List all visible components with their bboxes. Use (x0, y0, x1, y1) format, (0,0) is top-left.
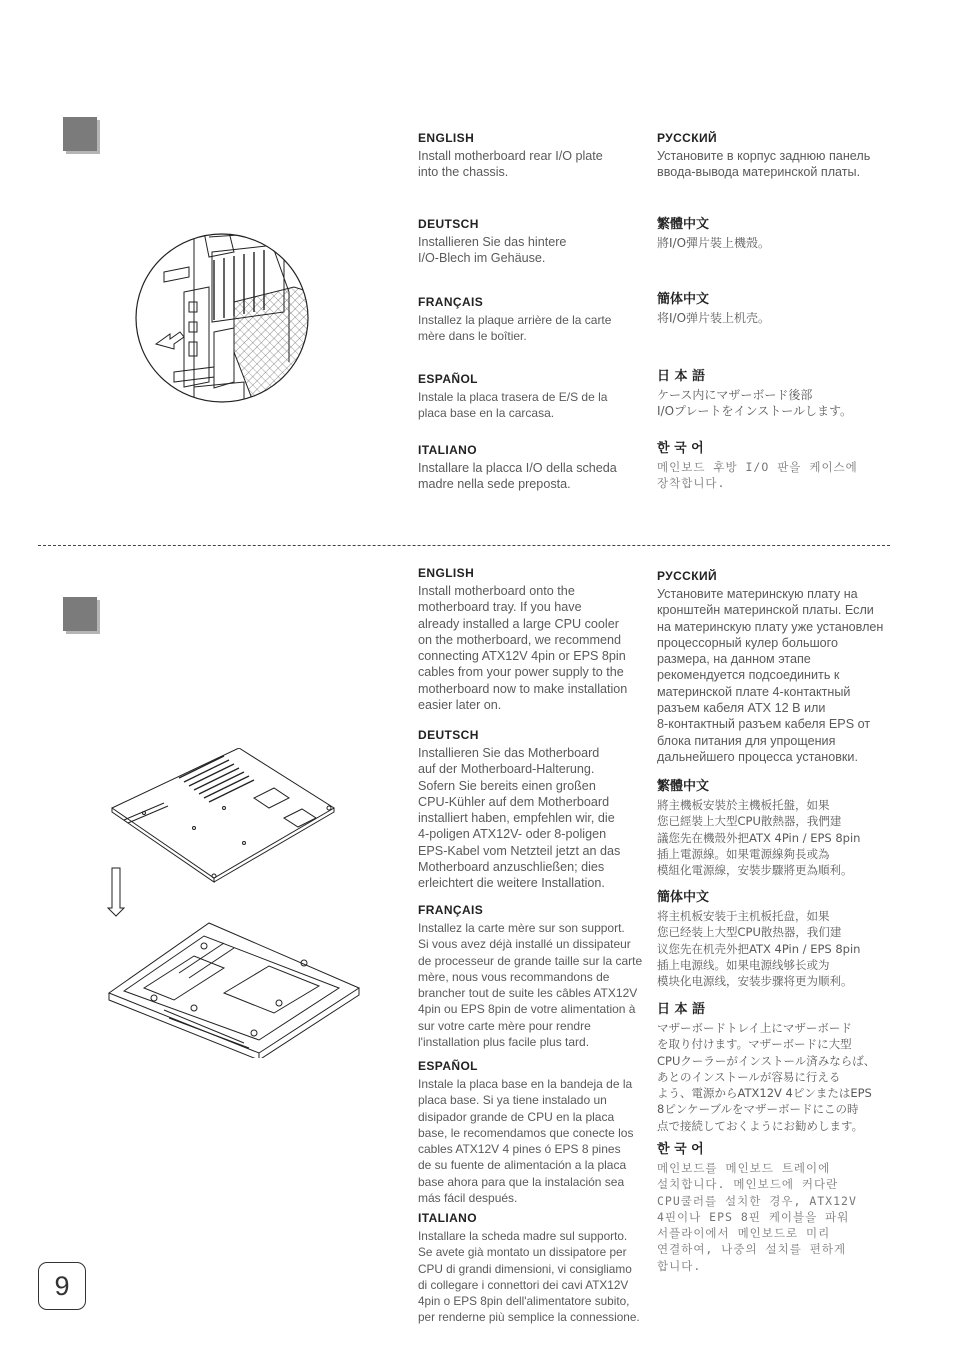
motherboard-tray-illustration (104, 748, 364, 1058)
line: EPS-Kabel vom Netzteil jetzt an das (418, 843, 621, 858)
step2-deutsch (418, 728, 654, 892)
heading: ESPAÑOL (418, 372, 478, 386)
step2-korean (657, 1142, 927, 1274)
line: Install motherboard onto the (418, 584, 575, 598)
line: процессорный кулер большого (657, 635, 838, 650)
line: Install motherboard rear I/O plate (418, 149, 603, 163)
line: per renderne più semplice la connessione. (418, 1310, 640, 1325)
line: installiert haben, empfehlen wir, die (418, 811, 615, 826)
heading: 日 本 語 (657, 369, 706, 384)
line: Installare la placca I/O della scheda (418, 461, 617, 475)
step2-francais (418, 903, 658, 1050)
line: motherboard tray. If you have (418, 600, 582, 615)
step1-simp-chinese (657, 292, 917, 326)
line: よう、電源からATX12V 4ピンまたはEPS (657, 1086, 872, 1101)
step1-deutsch (418, 217, 648, 267)
line: блока питания для упрощения (657, 733, 836, 748)
line: を取り付けます。マザーボードに大型 (657, 1037, 852, 1052)
line: Installieren Sie das Motherboard (418, 746, 600, 760)
step1-russian (657, 131, 917, 181)
line: 将I/O弹片装上机壳。 (657, 311, 771, 325)
step2-trad-chinese (657, 779, 927, 878)
line: de su fuente de alimentación a la placa (418, 1158, 627, 1173)
line: sur votre carte mère pour rendre (418, 1018, 591, 1033)
heading: ENGLISH (418, 566, 475, 580)
heading: РУССКИЙ (657, 569, 718, 583)
line: CPU-Kühler auf dem Motherboard (418, 794, 610, 809)
line: 插上电源线。如果电源线够长或为 (657, 957, 830, 972)
line: easier later on. (418, 698, 502, 713)
step2-english (418, 566, 654, 713)
section-divider (38, 545, 890, 546)
step2-russian (657, 569, 917, 765)
heading: 簡体中文 (657, 890, 710, 905)
step1-francais (418, 295, 648, 345)
line: placa base en la carcasa. (418, 406, 555, 421)
line: auf der Motherboard-Halterung. (418, 762, 595, 777)
line: Installez la plaque arrière de la carte (418, 313, 612, 327)
step1-espanol (418, 372, 648, 422)
line: brancher tout de suite les câbles ATX12V (418, 986, 638, 1001)
line: 您已经装上大型CPU散热器，我们建 (657, 925, 842, 940)
line: CPU쿨러를 설치한 경우, ATX12V (657, 1193, 857, 1208)
heading: 簡体中文 (657, 292, 710, 307)
step2-simp-chinese (657, 890, 927, 989)
line: 4pin ou EPS 8pin de votre alimentation à (418, 1002, 636, 1017)
heading: DEUTSCH (418, 217, 479, 231)
line: 將主機板安裝於主機板托盤，如果 (657, 798, 830, 812)
line: placa base. Si ya tiene instalado un (418, 1093, 607, 1108)
line: Sofern Sie bereits einen großen (418, 778, 596, 793)
line: motherboard now to make installation (418, 681, 628, 696)
line: на материнскую плату уже установлен (657, 619, 884, 634)
line: cables from your power supply to the (418, 665, 624, 680)
line: Motherboard anzuschließen; dies (418, 860, 605, 875)
line: Installare la scheda madre sul supporto. (418, 1229, 628, 1243)
line: I/Oプレートをインストールします。 (657, 404, 852, 419)
line: ввода-вывода материнской платы. (657, 165, 861, 180)
heading: FRANÇAIS (418, 903, 484, 917)
line: 4-poligen ATX12V- oder 8-poligen (418, 827, 607, 842)
line: 4핀이나 EPS 8핀 케이블을 파워 (657, 1209, 850, 1224)
line: 장착합니다. (657, 476, 726, 491)
line: рекомендуется подсоединить к (657, 668, 840, 683)
line: 模块化电源线，安装步骤将更为顺利。 (657, 974, 853, 989)
page-number: 9 (38, 1262, 86, 1310)
heading: 繁體中文 (657, 217, 710, 232)
line: 8-контактный разъем кабеля EPS от (657, 717, 871, 732)
heading: ENGLISH (418, 131, 475, 145)
line: más fácil después. (418, 1191, 518, 1206)
line: 합니다. (657, 1258, 702, 1273)
line: Instale la placa trasera de E/S de la (418, 390, 608, 404)
step-8-marker (63, 117, 97, 151)
step1-korean (657, 441, 917, 492)
line: 议您先在机壳外把ATX 4Pin / EPS 8pin (657, 941, 861, 956)
step2-japanese (657, 1002, 927, 1134)
line: on the motherboard, we recommend (418, 632, 622, 647)
step2-italiano (418, 1211, 658, 1326)
line: 4pin o EPS 8pin dell'alimentatore subito, (418, 1294, 630, 1309)
line: дальнейшего процесса установки. (657, 749, 858, 764)
line: 연결하여, 나중의 설치를 편하게 (657, 1242, 847, 1257)
step1-english (418, 131, 648, 181)
heading: 繁體中文 (657, 779, 710, 794)
heading: 日 本 語 (657, 1002, 706, 1017)
line: размера, на данном этапе (657, 652, 811, 667)
line: 설치합니다. 메인보드에 커다란 (657, 1177, 839, 1192)
step-9-marker (63, 597, 97, 631)
line: マザーボードトレイ上にマザーボード (657, 1021, 852, 1035)
line: CPU di grandi dimensioni, vi consigliamo (418, 1261, 632, 1276)
line: 点で接続しておくようにお勧めします。 (657, 1118, 864, 1133)
line: I/O-Blech im Gehäuse. (418, 251, 546, 266)
line: 서플라이에서 메인보드로 미리 (657, 1226, 831, 1241)
line: Installieren Sie das hintere (418, 235, 567, 249)
line: di collegare i connettori dei cavi ATX12V (418, 1277, 629, 1292)
line: l'installation plus facile plus tard. (418, 1035, 590, 1050)
line: base, le recomendamos que conecte los (418, 1125, 634, 1140)
step1-japanese (657, 369, 917, 420)
line: de processeur de grande taille sur la carte (418, 953, 643, 968)
line: base ahora para que la instalación sea (418, 1174, 625, 1189)
line: into the chassis. (418, 165, 509, 180)
line: 插上電源線。如果電源線夠長或為 (657, 846, 830, 861)
line: материнской плате 4-контактный (657, 684, 851, 699)
heading: 한 국 어 (657, 441, 704, 456)
line: 메인보드 후방 I/O 판을 케이스에 (657, 460, 858, 474)
line: Установите материнскую плату на (657, 587, 858, 601)
heading: ITALIANO (418, 1211, 477, 1225)
line: 将主机板安装于主机板托盘，如果 (657, 909, 830, 923)
step1-italiano (418, 443, 648, 493)
line: кронштейн материнской платы. Если (657, 603, 874, 618)
line: Si vous avez déjà installé un dissipateur (418, 937, 631, 952)
line: あとのインストールが容易に行える (657, 1069, 841, 1084)
heading: РУССКИЙ (657, 131, 718, 145)
heading: ESPAÑOL (418, 1059, 478, 1073)
line: madre nella sede preposta. (418, 477, 571, 492)
line: already installed a large CPU cooler (418, 616, 619, 631)
line: disipador grande de CPU en la placa (418, 1109, 615, 1124)
line: 議您先在機殼外把ATX 4Pin / EPS 8pin (657, 830, 861, 845)
line: 模組化電源線，安裝步驟將更為順利。 (657, 863, 853, 878)
line: CPUクーラーがインストール済みならば、 (657, 1053, 876, 1068)
line: Se avete già montato un dissipatore per (418, 1245, 627, 1260)
io-plate-illustration (134, 232, 310, 404)
line: Установите в корпус заднюю панель (657, 149, 871, 163)
heading: 한 국 어 (657, 1142, 704, 1157)
heading: FRANÇAIS (418, 295, 484, 309)
line: разъем кабеля ATX 12 В или (657, 701, 826, 716)
line: 8ピンケーブルをマザーボードにこの時 (657, 1102, 859, 1117)
line: 將I/O彈片裝上機殼。 (657, 236, 771, 250)
line: mère dans le boîtier. (418, 329, 527, 344)
line: mère, nous vous recommandons de (418, 969, 610, 984)
line: connecting ATX12V 4pin or EPS 8pin (418, 649, 626, 664)
heading: ITALIANO (418, 443, 477, 457)
line: Installez la carte mère sur son support. (418, 921, 625, 935)
heading: DEUTSCH (418, 728, 479, 742)
line: ケース内にマザーボード後部 (657, 388, 813, 402)
line: 您已經裝上大型CPU散熱器，我們建 (657, 814, 842, 829)
line: erleichtert die weitere Installation. (418, 876, 605, 891)
line: Instale la placa base en la bandeja de la (418, 1077, 633, 1091)
line: cables ATX12V 4 pines ó EPS 8 pines (418, 1142, 621, 1157)
step2-espanol (418, 1059, 658, 1206)
line: 메인보드를 메인보드 트레이에 (657, 1161, 831, 1175)
step1-trad-chinese (657, 217, 917, 251)
